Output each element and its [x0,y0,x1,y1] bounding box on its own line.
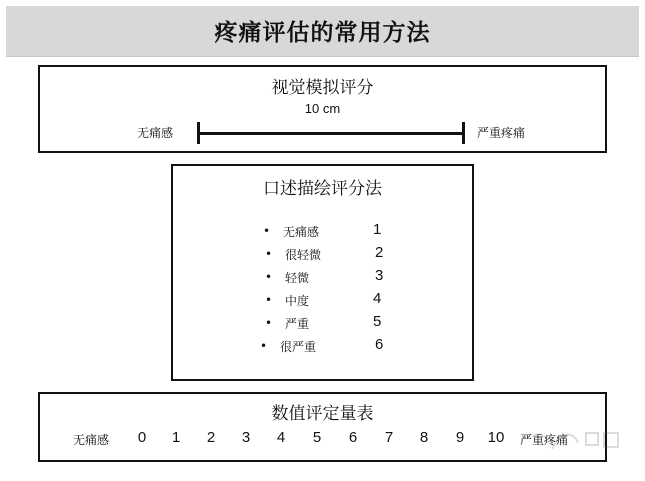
vds-item-label: 很轻微 [285,248,322,262]
vds-item-score: 5 [373,313,382,330]
vds-item-score: 4 [373,290,382,307]
bullet-icon: • [265,316,273,330]
vds-item [173,221,472,241]
nrs-number: 9 [455,429,465,446]
vds-item [173,290,472,310]
vas-title: 视觉模拟评分 [271,78,374,98]
vds-item [173,244,472,264]
nrs-right-label: 严重疼痛 [520,433,569,447]
vds-item-label: 严重 [285,317,310,331]
header-bar [6,6,639,57]
bullet-icon: • [265,270,273,284]
nrs-number: 2 [206,429,216,446]
nrs-number: 1 [171,429,181,446]
nrs-panel [38,392,607,462]
nrs-number: 0 [137,429,147,446]
vds-item [173,313,472,333]
bullet-icon: • [265,293,273,307]
bullet-icon: • [265,247,273,261]
nrs-number: 4 [276,429,286,446]
nrs-number: 8 [419,429,429,446]
page-title: 疼痛评估的常用方法 [214,19,431,46]
vds-item-score: 1 [373,221,382,238]
nrs-number: 7 [384,429,394,446]
vds-item-label: 很严重 [280,340,317,354]
nrs-number: 5 [312,429,322,446]
nrs-number: 10 [487,429,505,446]
vas-right-tick [462,122,465,144]
vas-left-label: 无痛感 [137,126,174,140]
nrs-number: 6 [348,429,358,446]
vds-item [173,336,472,356]
nrs-number: 3 [241,429,251,446]
vds-title: 口述描绘评分法 [263,179,382,199]
vds-item-score: 6 [375,336,384,353]
vas-right-label: 严重疼痛 [477,126,526,140]
nrs-left-label: 无痛感 [73,433,110,447]
bullet-icon: • [263,224,271,238]
vas-scale-line [199,132,463,135]
vds-item [173,267,472,287]
vds-item-score: 2 [375,244,384,261]
vds-item-score: 3 [375,267,384,284]
vds-item-label: 无痛感 [283,225,320,239]
vds-item-label: 中度 [285,294,310,308]
watermark-logo-icon [548,425,628,455]
vds-panel [171,164,474,381]
vds-item-label: 轻微 [285,271,310,285]
vas-panel [38,65,607,153]
bullet-icon: • [260,339,268,353]
vas-length-label: 10 cm [304,101,341,116]
nrs-title: 数值评定量表 [271,404,374,424]
